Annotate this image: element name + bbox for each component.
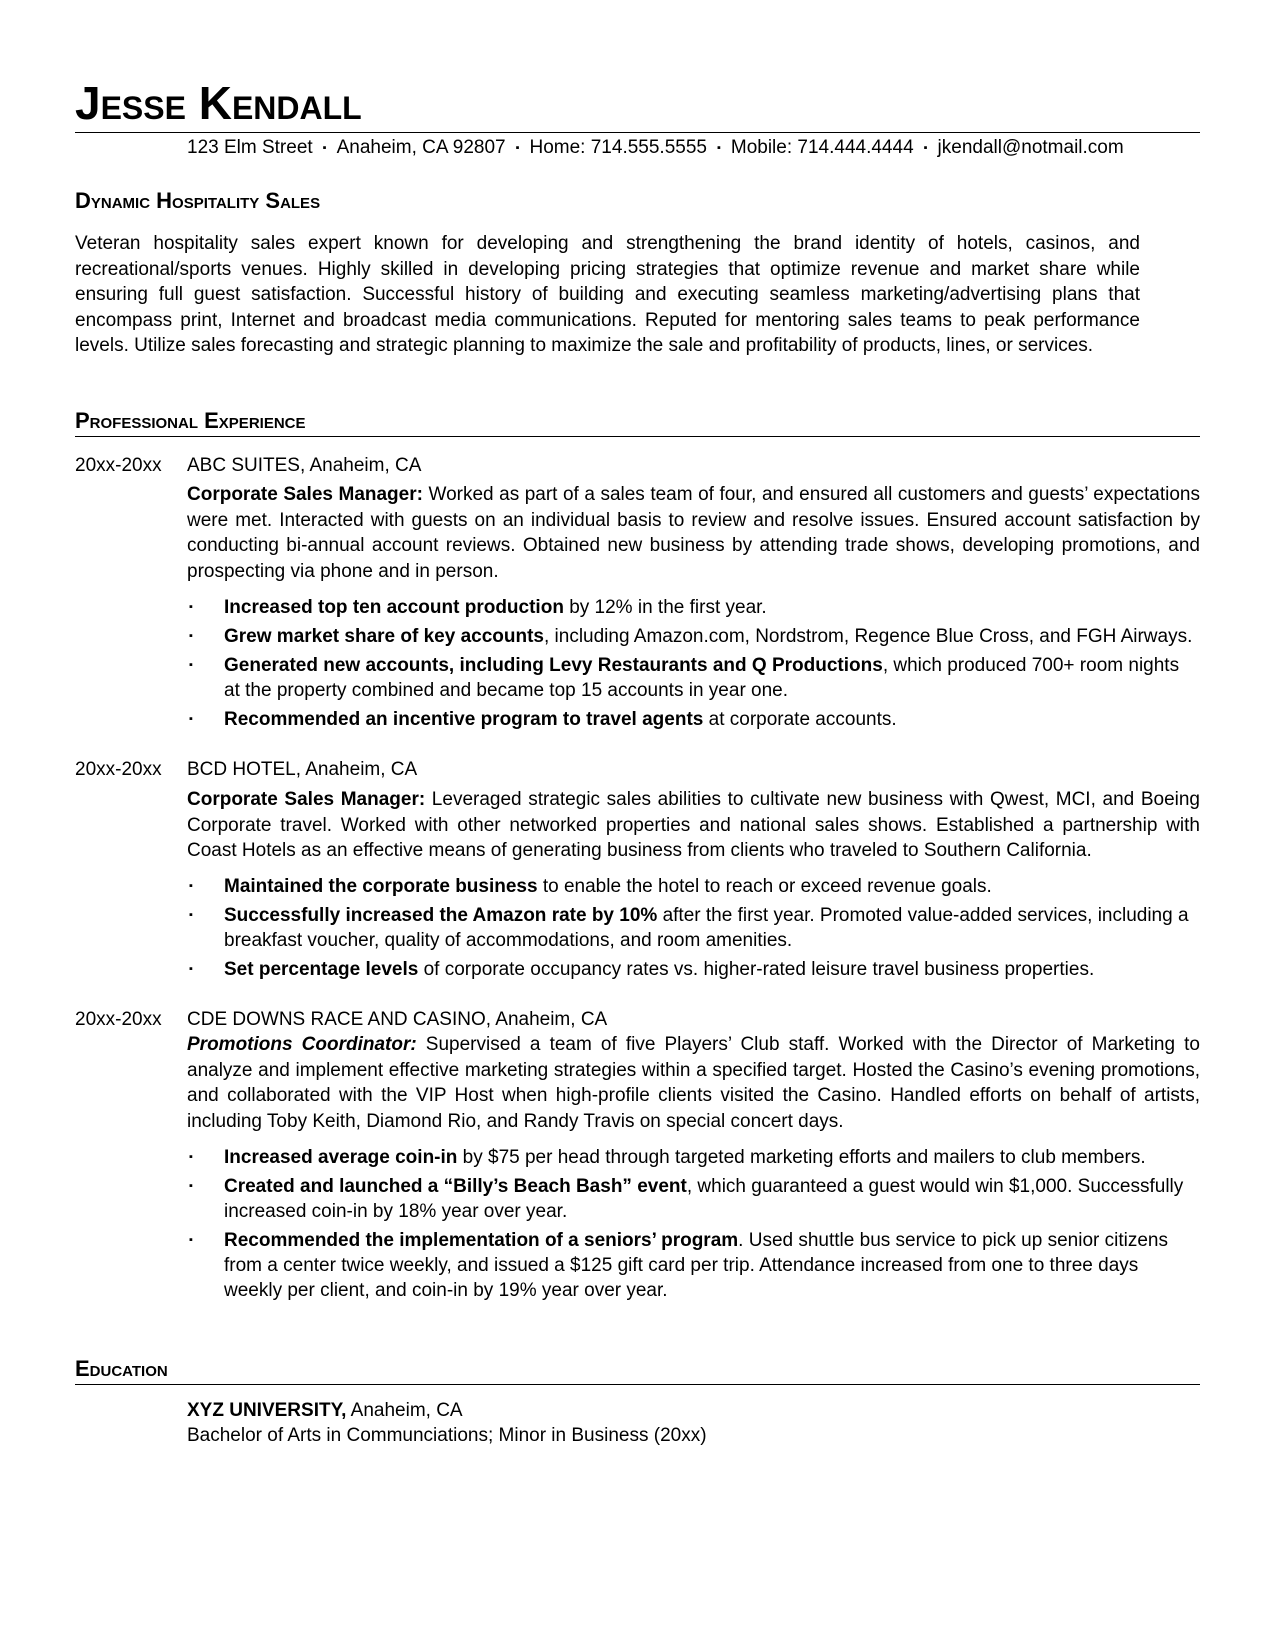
job-role: Corporate Sales Manager:	[187, 789, 426, 810]
bullet-marker: ▪	[189, 1234, 193, 1246]
job-employer: ABC SUITES, Anaheim, CA	[187, 455, 422, 476]
bullet-marker: ▪	[189, 713, 193, 725]
contact-mobile-phone: Mobile: 714.444.4444	[730, 137, 914, 158]
achievement-bold: Generated new accounts, including Levy Restaurants and Q Productions	[224, 655, 883, 676]
achievement-bold: Increased top ten account production	[224, 597, 564, 618]
job-description	[187, 482, 1200, 584]
contact-city: Anaheim, CA 92807	[336, 137, 506, 158]
achievement-text: after the first year. Promoted value-added services, including a breakfast voucher, quality of accommodations, and room amenities.	[224, 905, 1189, 951]
job-dates: 20xx-20xx	[75, 1009, 162, 1030]
contact-home-phone: Home: 714.555.5555	[529, 137, 707, 158]
job-description-text: Supervised a team of five Players’ Club staff. Worked with the Director of Marketing to analyze and implement effective marketing strategies within a specified target. Hosted the Casino’s evening promotions, and collaborated with the VIP Host when high-profile clients visited the Casino. Handled efforts on behalf of artists, including Toby Keith, Diamond Rio, and Randy Travis on special concert days.	[187, 1034, 1200, 1132]
list-item	[187, 874, 1200, 899]
bullet-marker: ▪	[189, 1151, 193, 1163]
job-role: Promotions Coordinator:	[187, 1034, 417, 1055]
achievement-bold: Grew market share of key accounts	[224, 626, 544, 647]
contact-address: 123 Elm Street	[187, 137, 313, 158]
job-dates: 20xx-20xx	[75, 455, 162, 476]
achievement-text: at corporate accounts.	[703, 709, 897, 730]
achievement-text: , which guaranteed a guest would win $1,000. Successfully increased coin-in by 18% year over year.	[224, 1176, 1184, 1222]
list-item	[187, 653, 1200, 703]
school-location: Anaheim, CA	[346, 1400, 463, 1421]
education-school-line	[187, 1398, 463, 1423]
separator-bullet: ▪	[923, 142, 928, 154]
achievement-bold: Created and launched a “Billy’s Beach Bash” event	[224, 1176, 687, 1197]
contact-email[interactable]: jkendall@notmail.com	[937, 137, 1124, 158]
achievement-bold: Increased average coin-in	[224, 1147, 458, 1168]
bullet-marker: ▪	[189, 963, 193, 975]
summary-heading: Dynamic Hospitality Sales	[75, 188, 321, 213]
candidate-name: Jesse Kendall	[75, 77, 362, 129]
education-heading: Education	[75, 1356, 168, 1381]
bullet-marker: ▪	[189, 909, 193, 921]
job-description-text: Worked as part of a sales team of four, and ensured all customers and guests’ expectations were met. Interacted with guests on an individual basis to review and resolve issues. Ensured account satisfaction by conducting bi-annual account reviews. Obtained new business by attending trade shows, developing promotions, and prospecting via phone and in person.	[187, 484, 1200, 582]
job-achievements	[187, 874, 1200, 986]
experience-heading: Professional Experience	[75, 408, 306, 433]
name-divider	[75, 132, 1200, 133]
school-name: XYZ UNIVERSITY,	[187, 1400, 347, 1421]
achievement-text: , including Amazon.com, Nordstrom, Regence Blue Cross, and FGH Airways.	[543, 626, 1193, 647]
list-item	[187, 1174, 1200, 1224]
summary-paragraph: Veteran hospitality sales expert known for developing and strengthening the brand identity of hotels, casinos, and recreational/sports venues. Highly skilled in developing pricing strategies that optimize revenue and market share while ensuring full guest satisfaction. Successful history of building and executing seamless marketing/advertising plans that encompass print, Internet and broadcast media communications. Reputed for mentoring sales teams to peak performance levels. Utilize sales forecasting and strategic planning to maximize the sale and profitability of products, lines, or services.	[75, 233, 1140, 356]
job-description	[187, 787, 1200, 864]
list-item	[187, 1228, 1200, 1303]
list-item	[187, 957, 1200, 982]
separator-bullet: ▪	[515, 142, 520, 154]
bullet-marker: ▪	[189, 880, 193, 892]
education-divider	[75, 1384, 1200, 1385]
bullet-marker: ▪	[189, 1180, 193, 1192]
bullet-marker: ▪	[189, 659, 193, 671]
achievement-bold: Set percentage levels	[224, 959, 419, 980]
bullet-marker: ▪	[189, 630, 193, 642]
achievement-bold: Maintained the corporate business	[224, 876, 538, 897]
list-item	[187, 707, 1200, 732]
job-achievements	[187, 1145, 1200, 1307]
bullet-marker: ▪	[189, 601, 193, 613]
list-item	[187, 595, 1200, 620]
job-role: Corporate Sales Manager:	[187, 484, 423, 505]
achievement-text: , which produced 700+ room nights at the property combined and became top 15 accounts in year one.	[224, 655, 1180, 701]
achievement-text: of corporate occupancy rates vs. higher-rated leisure travel business properties.	[418, 959, 1095, 980]
job-description	[187, 1032, 1200, 1134]
experience-divider	[75, 436, 1200, 437]
job-dates: 20xx-20xx	[75, 759, 162, 780]
job-description-text: Leveraged strategic sales abilities to cultivate new business with Qwest, MCI, and Boeing Corporate travel. Worked with other networked properties and national sales shows. Established a partnership with Coast Hotels as an effective means of generating business from clients who traveled to Southern California.	[187, 789, 1200, 861]
achievement-bold: Successfully increased the Amazon rate by 10%	[224, 905, 658, 926]
contact-line	[187, 136, 1200, 160]
list-item	[187, 624, 1200, 649]
achievement-text: by $75 per head through targeted marketing efforts and mailers to club members.	[457, 1147, 1146, 1168]
achievement-text: . Used shuttle bus service to pick up senior citizens from a center twice weekly, and issued a $125 gift card per trip. Attendance increased from one to three days weekly per client, and coin-in by 19% year over year.	[224, 1230, 1168, 1301]
achievement-bold: Recommended the implementation of a seniors’ program	[224, 1230, 739, 1251]
separator-bullet: ▪	[716, 142, 721, 154]
job-achievements	[187, 595, 1200, 736]
education-degree: Bachelor of Arts in Communciations; Minor in Business (20xx)	[187, 1425, 707, 1446]
achievement-text: by 12% in the first year.	[563, 597, 767, 618]
separator-bullet: ▪	[322, 142, 327, 154]
job-employer: CDE DOWNS RACE AND CASINO, Anaheim, CA	[187, 1009, 608, 1030]
job-employer: BCD HOTEL, Anaheim, CA	[187, 759, 418, 780]
list-item	[187, 1145, 1200, 1170]
achievement-bold: Recommended an incentive program to travel agents	[224, 709, 704, 730]
list-item	[187, 903, 1200, 953]
achievement-text: to enable the hotel to reach or exceed revenue goals.	[537, 876, 992, 897]
